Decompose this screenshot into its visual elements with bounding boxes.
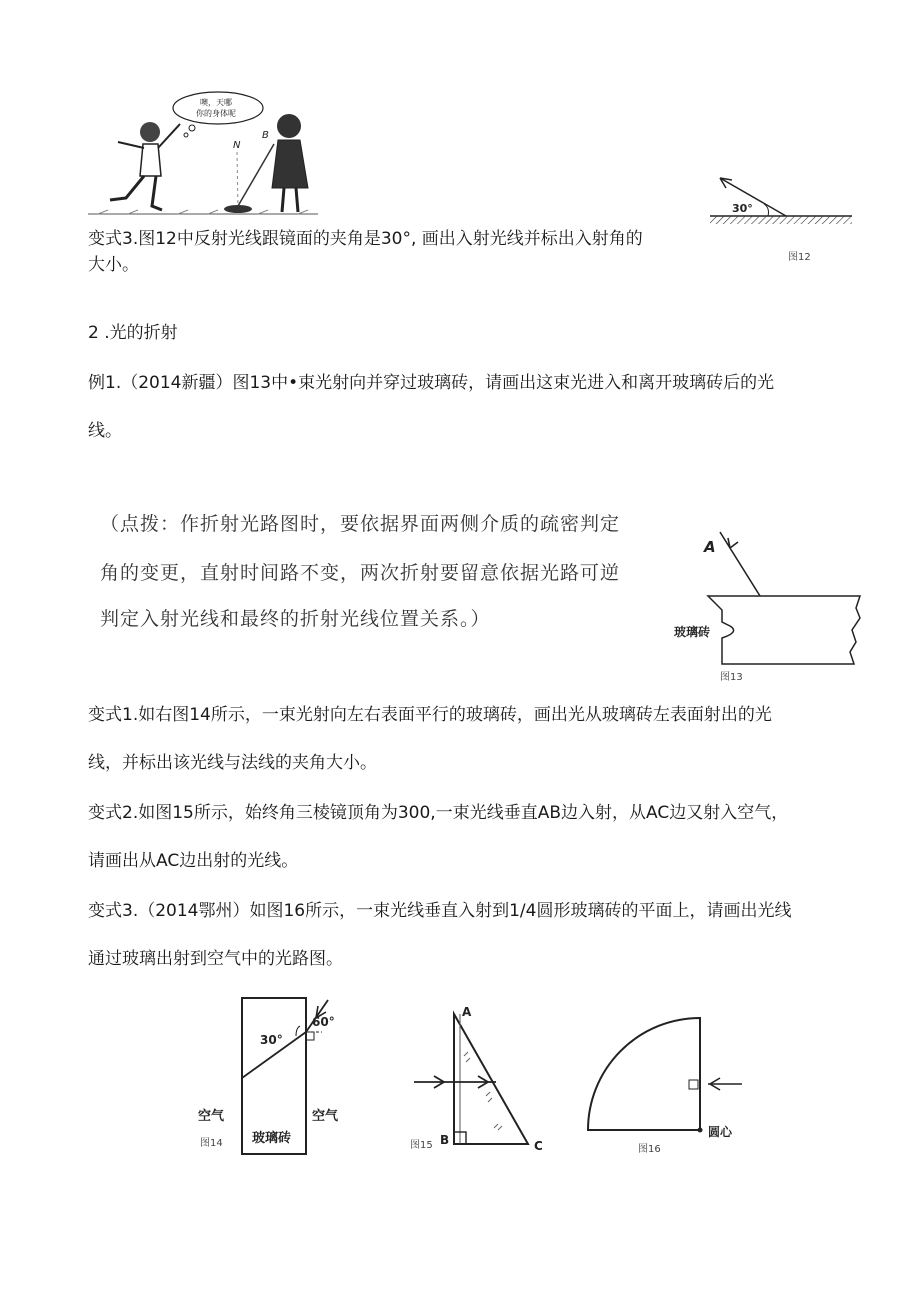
fig12-caption: 图12 bbox=[788, 252, 811, 263]
figure-16 bbox=[584, 1000, 774, 1160]
fig16-center: 圆心 bbox=[708, 1125, 733, 1139]
figure-14 bbox=[192, 994, 352, 1164]
fig15-label-a: A bbox=[462, 1005, 472, 1019]
fig15-label-b: B bbox=[440, 1133, 450, 1147]
v2-line2: 请画出从AC边出射的光线。 bbox=[88, 851, 299, 871]
fig14-angle30: 30° bbox=[260, 1033, 283, 1047]
fig12-angle: 30° bbox=[732, 202, 753, 215]
v2-line1: 变式2.如图15所示，始终角三棱镜顶角为300,一束光线垂直AB边入射，从AC边又射入空气， bbox=[88, 803, 789, 823]
v1-line2: 线，并标出该光线与法线的夹角大小。 bbox=[88, 753, 377, 773]
fig13-label-glass: 玻璃砖 bbox=[674, 625, 711, 639]
fig15-label-c: C bbox=[534, 1139, 543, 1153]
hint-line1: （点拨：作折射光路图时，要依据界面两侧介质的疏密判定 bbox=[100, 513, 621, 535]
fig15-caption: 图15 bbox=[410, 1140, 433, 1151]
fig14-angle60: 60° bbox=[312, 1015, 335, 1029]
hint-line3: 判定入射光线和最终的折射光线位置关系。） bbox=[100, 608, 491, 630]
example1-line2: 线。 bbox=[88, 421, 122, 441]
hint-line2: 角的变更，直射时间路不变，两次折射要留意依据光路可逆 bbox=[100, 562, 621, 584]
section-2-title: 2 .光的折射 bbox=[88, 323, 178, 343]
cartoon-illustration bbox=[88, 88, 318, 224]
fig14-air-right: 空气 bbox=[312, 1109, 339, 1124]
variant3-line2: 大小。 bbox=[88, 255, 139, 275]
v3-line2: 通过玻璃出射到空气中的光路图。 bbox=[88, 949, 343, 969]
label-b: B bbox=[262, 130, 269, 141]
v3-line1: 变式3.（2014鄂州）如图16所示，一束光线垂直入射到1/4圆形玻璃砖的平面上，请画出光线 bbox=[88, 901, 792, 921]
fig13-caption: 图13 bbox=[720, 672, 743, 683]
figure-13 bbox=[664, 518, 874, 688]
variant3-line1: 变式3.图12中反射光线跟镜面的夹角是30°, 画出入射光线并标出入射角的 bbox=[88, 229, 643, 249]
fig14-caption: 图14 bbox=[200, 1138, 223, 1149]
v1-line1: 变式1.如右图14所示，一束光射向左右表面平行的玻璃砖，画出光从玻璃砖左表面射出的光 bbox=[88, 705, 772, 725]
label-n: N bbox=[233, 140, 241, 151]
fig14-glass: 玻璃砖 bbox=[252, 1131, 292, 1146]
bubble-text-1: 噢，天哪 bbox=[200, 98, 232, 107]
bubble-text-2: 你的身体呢 bbox=[196, 109, 236, 118]
fig14-air-left: 空气 bbox=[198, 1109, 225, 1124]
figure-15 bbox=[404, 1004, 564, 1154]
fig13-label-a: A bbox=[704, 538, 716, 556]
example1-line1: 例1.（2014新疆）图13中•束光射向并穿过玻璃砖，请画出这束光进入和离开玻璃砖后的光 bbox=[88, 373, 775, 393]
fig16-caption: 图16 bbox=[638, 1144, 661, 1155]
figure-12 bbox=[706, 170, 856, 265]
